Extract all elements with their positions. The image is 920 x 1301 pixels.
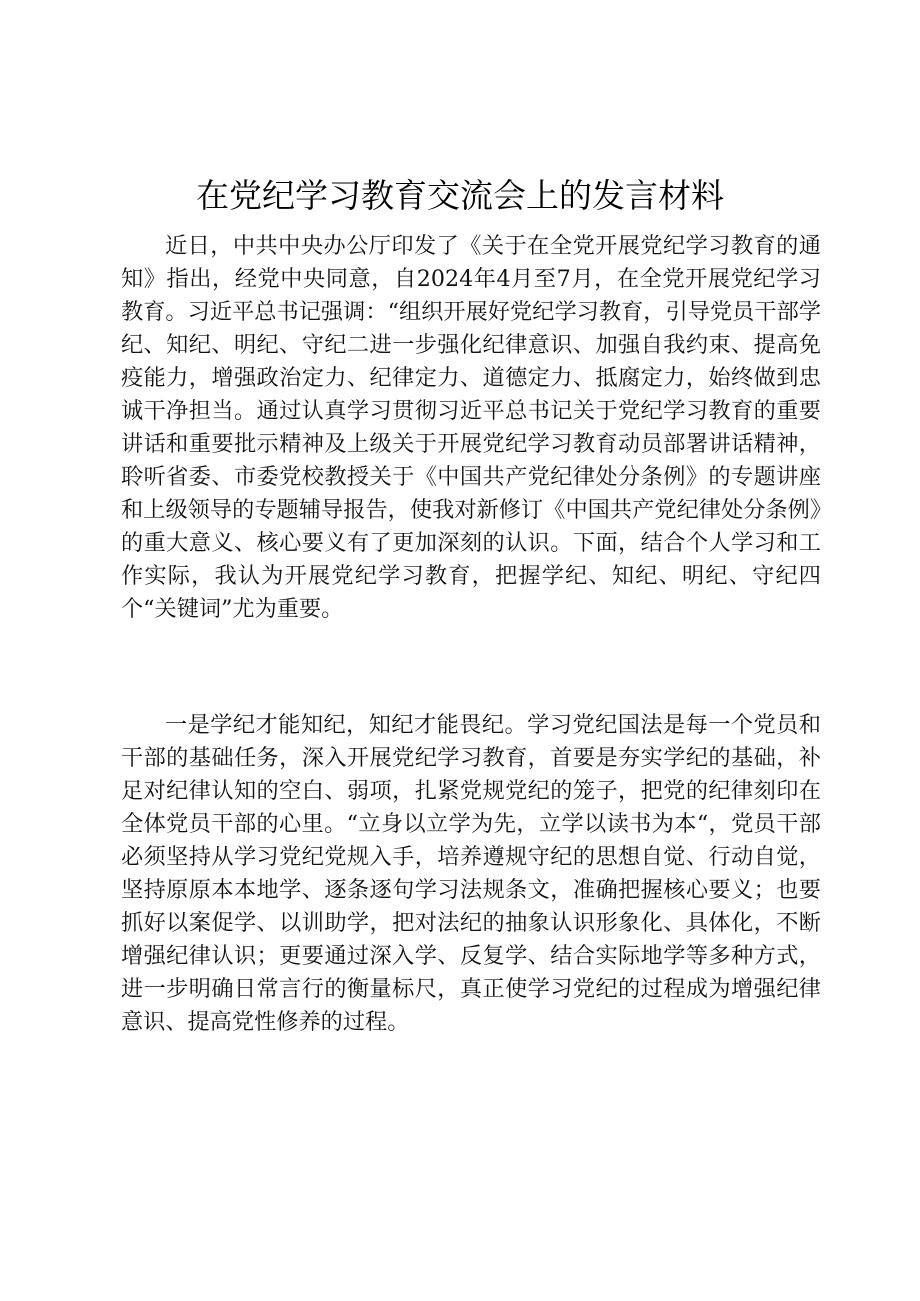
document-title: 在党纪学习教育交流会上的发言材料	[196, 176, 724, 215]
paragraph-intro: 近日，中共中央办公厅印发了《关于在全党开展党纪学习教育的通知》指出，经党中央同意，自2024年4月至7月，在全党开展党纪学习教育。习近平总书记强调：“组织开展好党纪学习教育，引导党员干部学纪、知纪、明纪、守纪二进一步强化纪律意识、加强自我约束、提高免疫能力，增强政治定力、纪律定力、道德定力、抵腐定力，始终做到忠诚干净担当。通过认真学习贯彻习近平总书记关于党纪学习教育的重要讲话和重要批示精神及上级关于开展党纪学习教育动员部署讲话精神，聆听省委、市委党校教授关于《中国共产党纪律处分条例》的专题讲座和上级领导的专题辅导报告，使我对新修订《中国共产党纪律处分条例》的重大意义、核心要义有了更加深刻的认识。下面，结合个人学习和工作实际，我认为开展党纪学习教育，把握学纪、知纪、明纪、守纪四个“关键词”尤为重要。	[121, 233, 821, 622]
paragraph-learn-discipline: 一是学纪才能知纪，知纪才能畏纪。学习党纪国法是每一个党员和干部的基础任务，深入开展党纪学习教育，首要是夯实学纪的基础，补足对纪律认知的空白、弱项，扎紧党规党纪的笼子，把党的纪律刻印在全体党员干部的心里。“立身以立学为先，立学以读书为本“，党员干部必须坚持从学习党纪党规入手，培养遵规守纪的思想自觉、行动自觉，坚持原原本本地学、逐条逐句学习法规条文，准确把握核心要义；也要抓好以案促学、以训助学，把对法纪的抽象认识形象化、具体化，不断增强纪律认识；更要通过深入学、反复学、结合实际地学等多种方式，进一步明确日常言行的衡量标尺，真正使学习党纪的过程成为增强纪律意识、提高党性修养的过程。	[121, 712, 821, 1035]
